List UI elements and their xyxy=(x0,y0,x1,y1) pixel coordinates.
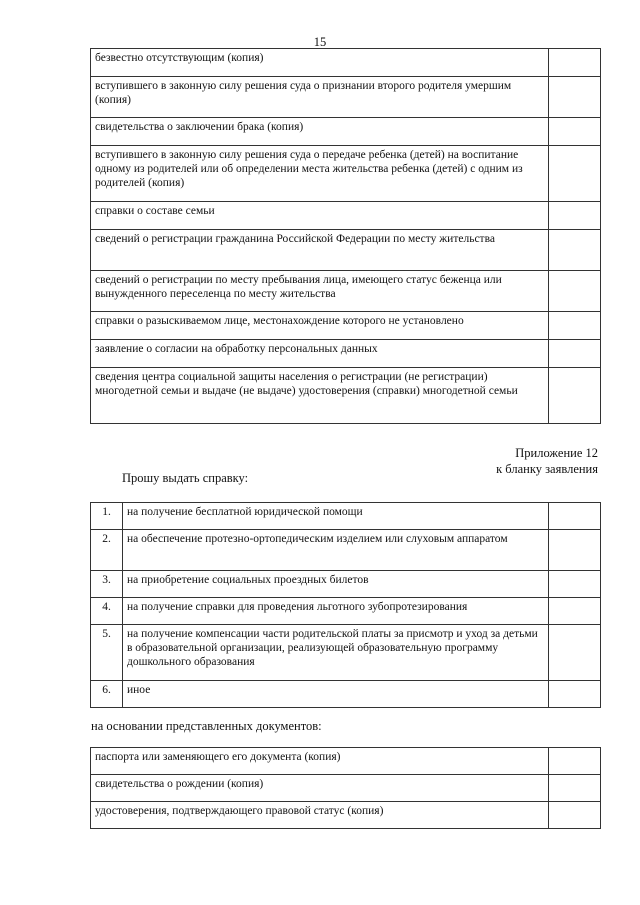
checkbox-cell[interactable] xyxy=(549,625,601,681)
document-item: заявление о согласии на обработку персональных данных xyxy=(91,340,549,368)
appendix-subtitle: к бланку заявления xyxy=(496,462,598,476)
document-item: безвестно отсутствующим (копия) xyxy=(91,49,549,77)
document-item: сведений о регистрации гражданина Российской Федерации по месту жительства xyxy=(91,230,549,271)
checkbox-cell[interactable] xyxy=(549,802,601,829)
checkbox-cell[interactable] xyxy=(549,146,601,202)
checkbox-cell[interactable] xyxy=(549,598,601,625)
row-number: 2. xyxy=(91,530,123,571)
table-row xyxy=(91,368,601,424)
table-row xyxy=(91,49,601,77)
checkbox-cell[interactable] xyxy=(549,118,601,146)
document-item: сведений о регистрации по месту пребывания лица, имеющего статус беженца или вынужденного переселенца по месту жительства xyxy=(91,271,549,312)
checkbox-cell[interactable] xyxy=(549,312,601,340)
table-row xyxy=(91,748,601,775)
table-row xyxy=(91,340,601,368)
document-item: вступившего в законную силу решения суда о признании второго родителя умершим (копия) xyxy=(91,77,549,118)
documents-table xyxy=(90,48,601,424)
row-number: 5. xyxy=(91,625,123,681)
certificates-table xyxy=(90,502,601,708)
table-row xyxy=(91,230,601,271)
document-item: справки о разыскиваемом лице, местонахождение которого не установлено xyxy=(91,312,549,340)
document-item: сведения центра социальной защиты населения о регистрации (не регистрации) многодетной семьи и выдаче (не выдаче) удостоверения (справки) многодетной семьи xyxy=(91,368,549,424)
checkbox-cell[interactable] xyxy=(549,571,601,598)
checkbox-cell[interactable] xyxy=(549,49,601,77)
row-number: 6. xyxy=(91,681,123,708)
checkbox-cell[interactable] xyxy=(549,77,601,118)
checkbox-cell[interactable] xyxy=(549,368,601,424)
certificate-option: на получение компенсации части родительской платы за присмотр и уход за детьми в образовательной организации, реализующей образовательную программу дошкольного образования xyxy=(123,625,549,681)
table-row xyxy=(91,271,601,312)
table-row xyxy=(91,530,601,571)
table-row xyxy=(91,503,601,530)
checkbox-cell[interactable] xyxy=(549,271,601,312)
table-row xyxy=(91,312,601,340)
basis-label: на основании представленных документов: xyxy=(91,719,322,733)
table-row xyxy=(91,202,601,230)
basis-documents-table xyxy=(90,747,601,829)
table-row xyxy=(91,571,601,598)
document-item: паспорта или заменяющего его документа (копия) xyxy=(91,748,549,775)
row-number: 1. xyxy=(91,503,123,530)
certificate-option: на приобретение социальных проездных билетов xyxy=(123,571,549,598)
table-row xyxy=(91,625,601,681)
checkbox-cell[interactable] xyxy=(549,202,601,230)
row-number: 4. xyxy=(91,598,123,625)
checkbox-cell[interactable] xyxy=(549,681,601,708)
page-number: 15 xyxy=(313,35,327,49)
table-row xyxy=(91,118,601,146)
table-row xyxy=(91,146,601,202)
document-item: справки о составе семьи xyxy=(91,202,549,230)
table-row xyxy=(91,775,601,802)
certificate-option: иное xyxy=(123,681,549,708)
document-item: вступившего в законную силу решения суда о передаче ребенка (детей) на воспитание одному из родителей или об определении места жительства ребенка (детей) с одним из родителей (копия) xyxy=(91,146,549,202)
certificate-option: на получение бесплатной юридической помощи xyxy=(123,503,549,530)
table-row xyxy=(91,681,601,708)
appendix-title: Приложение 12 xyxy=(515,446,598,460)
checkbox-cell[interactable] xyxy=(549,340,601,368)
table-row xyxy=(91,598,601,625)
table-row xyxy=(91,802,601,829)
row-number: 3. xyxy=(91,571,123,598)
checkbox-cell[interactable] xyxy=(549,775,601,802)
table-row xyxy=(91,77,601,118)
checkbox-cell[interactable] xyxy=(549,530,601,571)
checkbox-cell[interactable] xyxy=(549,503,601,530)
certificate-option: на обеспечение протезно-ортопедическим изделием или слуховым аппаратом xyxy=(123,530,549,571)
document-item: удостоверения, подтверждающего правовой статус (копия) xyxy=(91,802,549,829)
checkbox-cell[interactable] xyxy=(549,748,601,775)
document-item: свидетельства о рождении (копия) xyxy=(91,775,549,802)
appendix-heading xyxy=(496,445,598,477)
checkbox-cell[interactable] xyxy=(549,230,601,271)
document-item: свидетельства о заключении брака (копия) xyxy=(91,118,549,146)
certificate-option: на получение справки для проведения льготного зубопротезирования xyxy=(123,598,549,625)
request-label: Прошу выдать справку: xyxy=(122,471,249,485)
